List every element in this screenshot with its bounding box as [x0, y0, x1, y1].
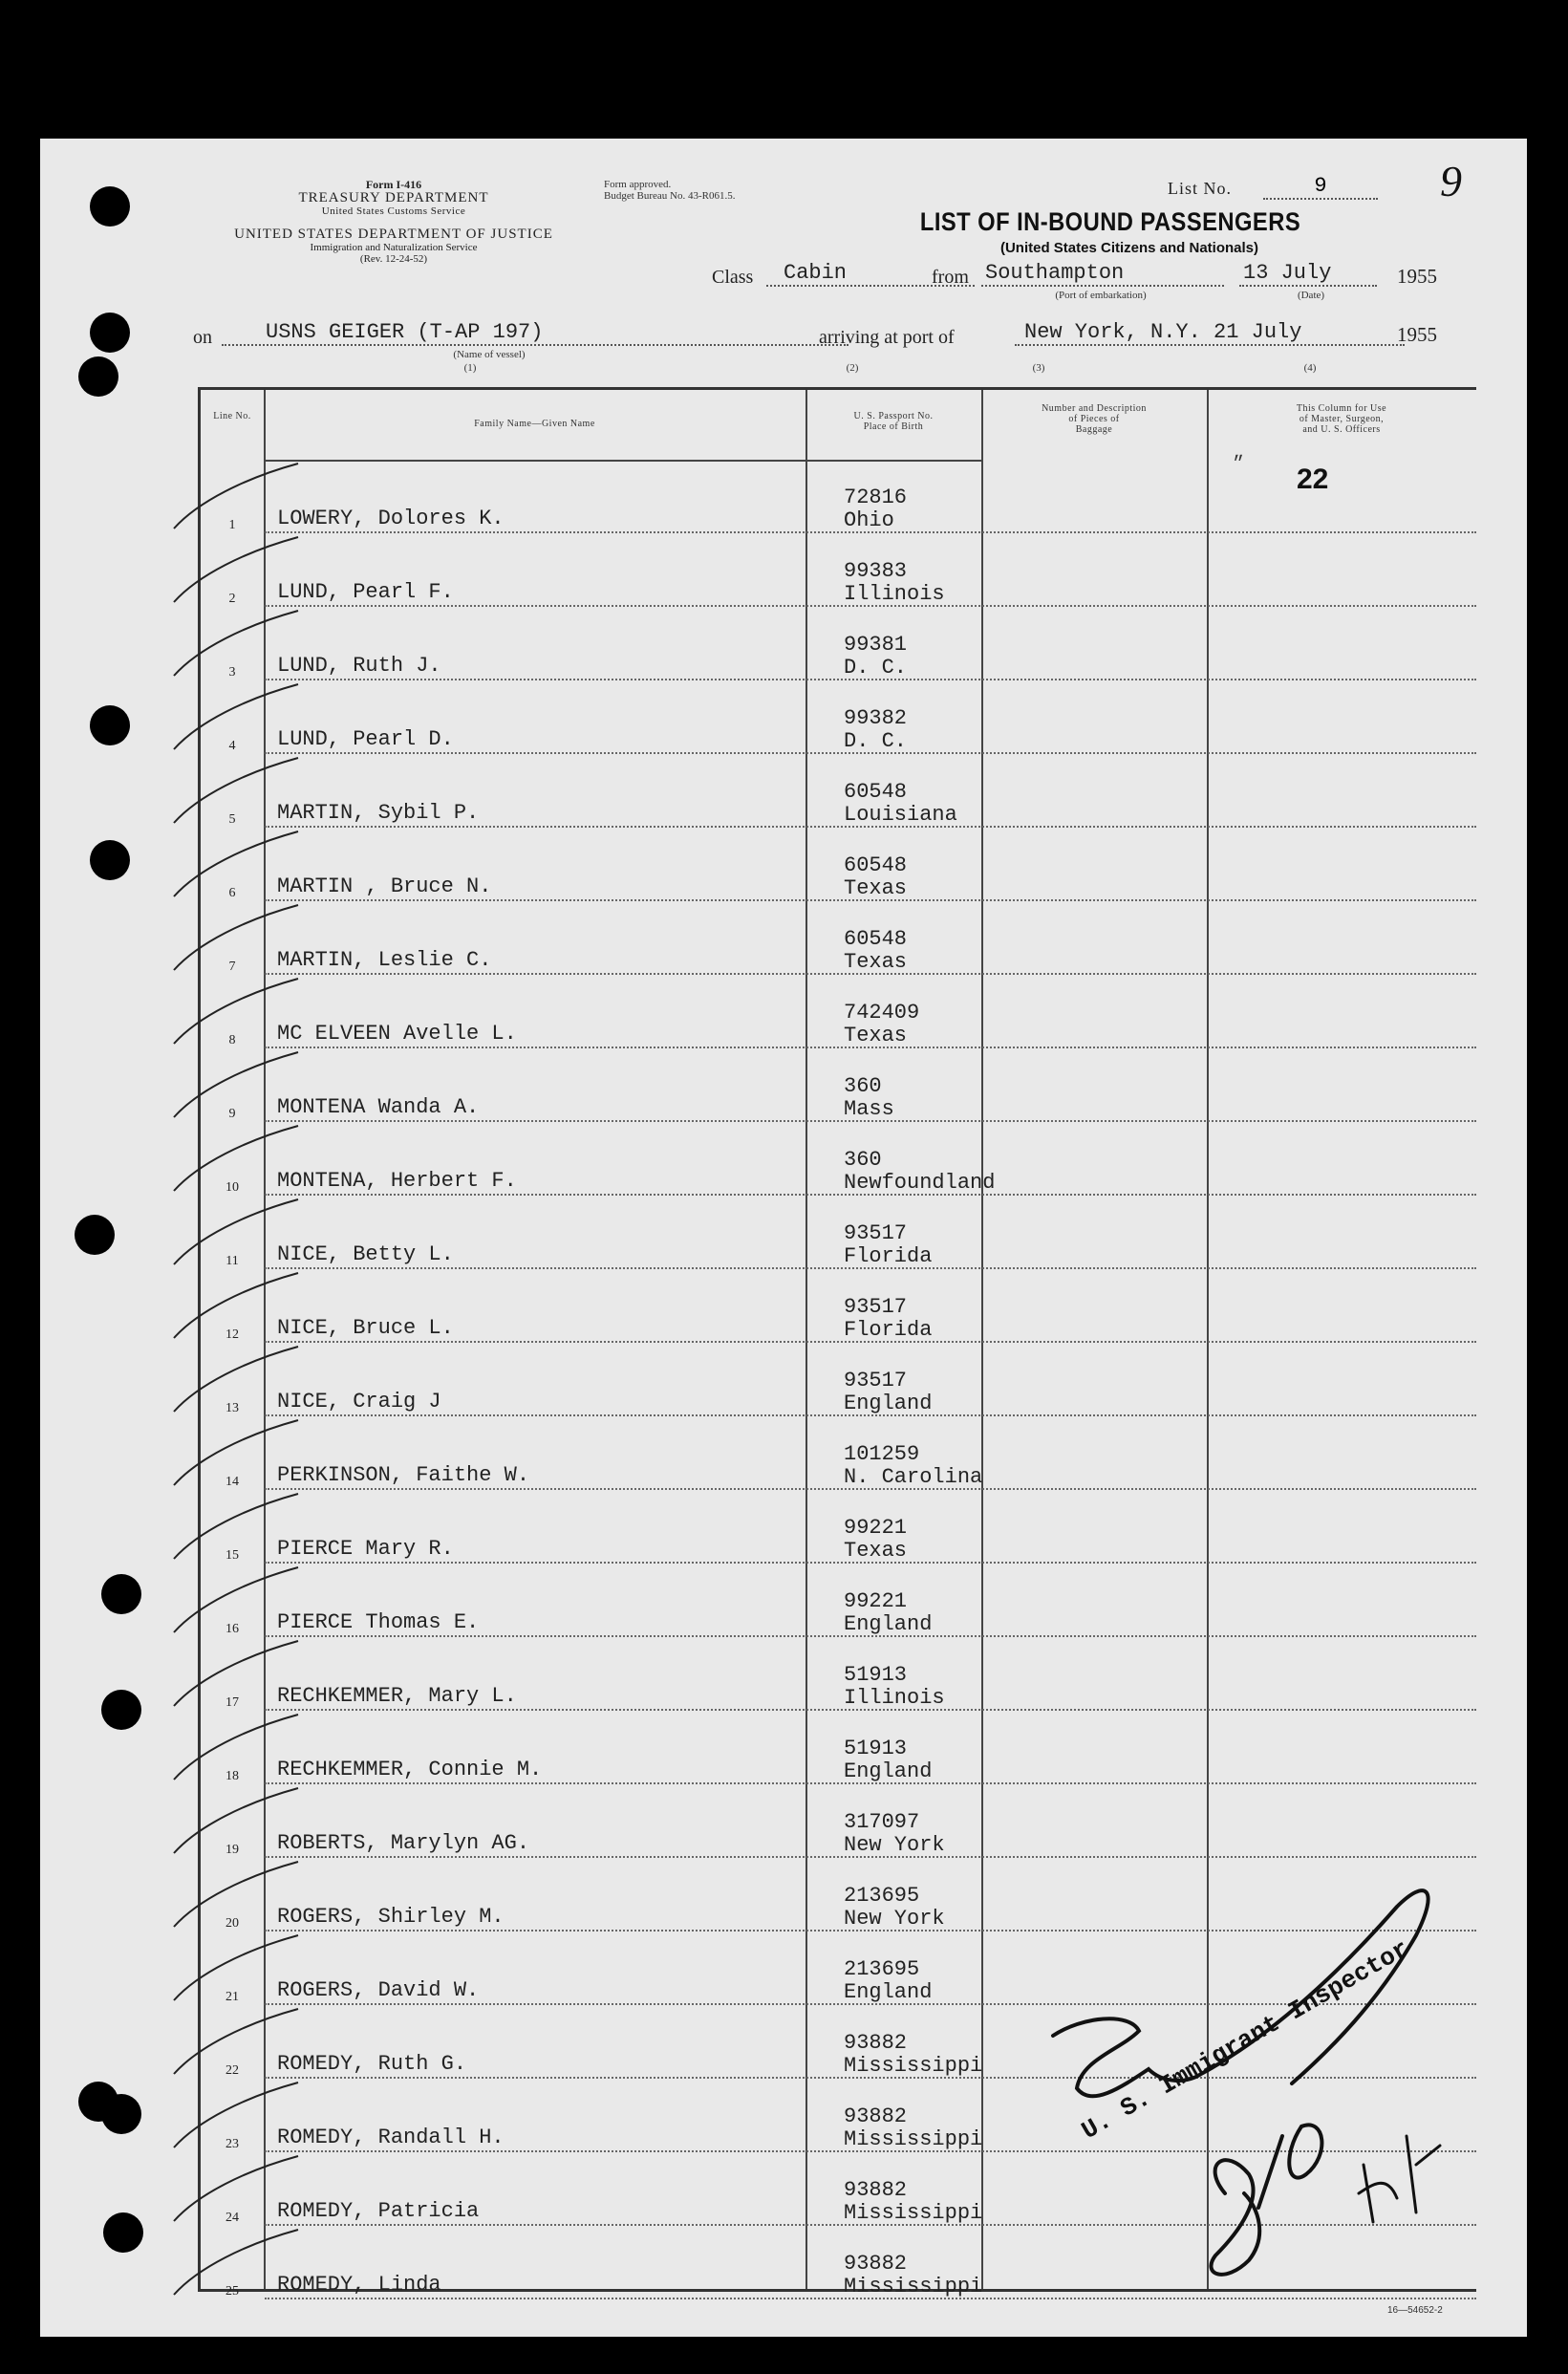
form-approval	[604, 179, 824, 202]
treasury-dept: TREASURY DEPARTMENT	[298, 190, 489, 205]
manifest-page	[40, 139, 1527, 2337]
justice-dept: UNITED STATES DEPARTMENT OF JUSTICE	[234, 227, 553, 242]
passport-number: 317097	[844, 1810, 920, 1834]
col-header-passport	[805, 411, 981, 432]
table-row	[201, 1196, 1476, 1269]
arriving-label: arriving at port of	[819, 327, 955, 348]
table-row	[201, 1858, 1476, 1932]
passport-number: 72816	[844, 486, 908, 509]
port-embarkation-field: Southampton	[981, 261, 1224, 287]
on-label: on	[193, 327, 212, 348]
passport-number: 93882	[844, 2104, 908, 2128]
passport-number: 51913	[844, 1737, 908, 1760]
col-header-name-text: Family Name—Given Name	[474, 419, 595, 429]
line-number: 24	[226, 2211, 239, 2225]
line-number: 25	[226, 2284, 239, 2298]
form-agency-block	[179, 179, 609, 265]
table-row	[201, 607, 1476, 680]
table-row	[201, 1784, 1476, 1858]
place-of-birth: D. C.	[844, 729, 908, 753]
table-row	[201, 1564, 1476, 1637]
col-header-officers-line1: This Column for Use	[1296, 403, 1387, 414]
place-of-birth: D. C.	[844, 656, 908, 680]
ins-service: Immigration and Naturalization Service	[310, 242, 478, 253]
table-row	[201, 828, 1476, 901]
place-of-birth: Ohio	[844, 508, 894, 532]
passport-number: 213695	[844, 1957, 920, 1981]
footer-form-number: 16—54652-2	[1387, 2305, 1443, 2316]
table-row	[201, 2226, 1476, 2299]
passenger-name: RECHKEMMER, Mary L.	[277, 1684, 517, 1708]
place-of-birth: New York	[844, 1833, 945, 1857]
place-of-birth: Illinois	[844, 1686, 945, 1710]
table-row	[201, 680, 1476, 754]
passenger-name: NICE, Craig J	[277, 1390, 441, 1414]
column-caption-1: (1)	[463, 362, 477, 374]
passenger-name: NICE, Bruce L.	[277, 1316, 454, 1340]
passenger-name: ROMEDY, Ruth G.	[277, 2052, 467, 2076]
passenger-name: RECHKEMMER, Connie M.	[277, 1758, 543, 1781]
place-of-birth: New York	[844, 1907, 945, 1931]
passenger-name: PERKINSON, Faithe W.	[277, 1463, 530, 1487]
table-row	[201, 1932, 1476, 2005]
inspector-stamp: U. S. Immigrant Inspector	[1077, 1933, 1414, 2146]
list-no-handwritten: 9	[1440, 157, 1462, 205]
col-header-line-no-text: Line No.	[213, 411, 251, 421]
passport-number: 60548	[844, 780, 908, 804]
column-caption-4: (4)	[1303, 362, 1317, 374]
place-of-birth: Newfoundland	[844, 1171, 996, 1195]
passenger-name: MONTENA Wanda A.	[277, 1095, 480, 1119]
table-row	[201, 460, 1476, 533]
departure-date-field: 13 July	[1239, 261, 1377, 287]
place-of-birth: England	[844, 1759, 933, 1783]
passport-number: 360	[844, 1074, 882, 1098]
passenger-name: ROMEDY, Randall H.	[277, 2126, 505, 2149]
document-subtitle: (United States Citizens and Nationals)	[999, 240, 1259, 256]
col-header-baggage-line1: Number and Description	[1042, 403, 1147, 414]
departure-year: 1955	[1397, 265, 1437, 288]
line-number: 10	[226, 1180, 239, 1195]
table-row	[201, 2079, 1476, 2152]
binder-hole	[78, 356, 118, 397]
line-number: 15	[226, 1548, 239, 1563]
line-number: 17	[226, 1695, 239, 1710]
passenger-name: LUND, Pearl D.	[277, 727, 454, 751]
passenger-name: ROBERTS, Marylyn AG.	[277, 1831, 530, 1855]
list-no-label: List No.	[1168, 179, 1233, 198]
place-of-birth: Texas	[844, 1539, 908, 1563]
passenger-name: MARTIN, Leslie C.	[277, 948, 492, 972]
officer-count-note: 22	[1297, 464, 1329, 495]
passport-number: 99381	[844, 633, 908, 657]
table-row	[201, 754, 1476, 828]
table-row	[201, 901, 1476, 975]
line-number: 13	[226, 1401, 239, 1415]
passenger-name: ROGERS, David W.	[277, 1978, 480, 2002]
line-number: 6	[228, 886, 236, 900]
line-number: 8	[228, 1033, 236, 1047]
col-header-officers-line2: of Master, Surgeon,	[1299, 414, 1385, 424]
line-number: 19	[226, 1843, 239, 1857]
passenger-name: ROMEDY, Patricia	[277, 2199, 480, 2223]
line-number: 23	[226, 2137, 239, 2151]
table-row	[201, 1343, 1476, 1416]
place-of-birth: Illinois	[844, 582, 945, 606]
col-header-officers-line3: and U. S. Officers	[1302, 424, 1381, 435]
binder-hole	[90, 186, 130, 227]
passport-number: 99221	[844, 1589, 908, 1613]
line-number: 9	[228, 1107, 236, 1121]
list-no-value: 9	[1263, 174, 1378, 200]
line-number: 5	[228, 812, 236, 827]
passport-number: 93517	[844, 1369, 908, 1392]
line-number: 18	[226, 1769, 239, 1783]
line-number: 20	[226, 1916, 239, 1931]
passport-number: 93882	[844, 2252, 908, 2276]
place-of-birth: Florida	[844, 1318, 933, 1342]
col-header-baggage-line3: Baggage	[1075, 424, 1113, 435]
place-of-birth: England	[844, 1612, 933, 1636]
col-header-passport-line1: U. S. Passport No.	[853, 411, 934, 421]
passenger-name: MARTIN , Bruce N.	[277, 874, 492, 898]
passenger-name: LUND, Ruth J.	[277, 654, 441, 678]
approval-line-2: Budget Bureau No. 43-R061.5.	[604, 190, 736, 202]
passenger-name: NICE, Betty L.	[277, 1242, 454, 1266]
passport-number: 99383	[844, 559, 908, 583]
column-caption-2: (2)	[846, 362, 859, 374]
table-row	[201, 975, 1476, 1048]
table-row	[201, 1490, 1476, 1564]
place-of-birth: Mississippi	[844, 2054, 983, 2078]
table-row	[201, 1637, 1476, 1711]
column-caption-3: (3)	[1032, 362, 1045, 374]
place-of-birth: Texas	[844, 950, 908, 974]
passenger-name: ROMEDY, Linda	[277, 2273, 441, 2297]
line-number: 22	[226, 2063, 239, 2078]
passenger-name: MC ELVEEN Avelle L.	[277, 1022, 517, 1046]
line-number: 14	[226, 1475, 239, 1489]
place-of-birth: Mississippi	[844, 2275, 983, 2298]
place-of-birth: N. Carolina	[844, 1465, 983, 1489]
line-number: 3	[228, 665, 236, 680]
passenger-name: MARTIN, Sybil P.	[277, 801, 480, 825]
place-of-birth: England	[844, 1980, 933, 2004]
col-header-baggage	[981, 403, 1207, 435]
table-row	[201, 1269, 1476, 1343]
col-header-passport-line2: Place of Birth	[863, 421, 924, 432]
col-header-name	[264, 419, 805, 429]
customs-service: United States Customs Service	[321, 205, 466, 217]
line-number: 11	[226, 1254, 239, 1268]
place-of-birth: Texas	[844, 876, 908, 900]
table-row	[201, 1711, 1476, 1784]
line-number: 4	[228, 739, 236, 753]
binder-hole	[101, 1574, 141, 1614]
passenger-name: LUND, Pearl F.	[277, 580, 454, 604]
passport-number: 99382	[844, 706, 908, 730]
place-of-birth: Mississippi	[844, 2127, 983, 2151]
vessel-caption: (Name of vessel)	[453, 349, 526, 360]
col-header-line-no	[201, 411, 264, 421]
from-label: from	[932, 267, 969, 288]
line-number: 16	[226, 1622, 239, 1636]
binder-hole	[75, 1215, 115, 1255]
passenger-name: MONTENA, Herbert F.	[277, 1169, 517, 1193]
binder-hole	[90, 705, 130, 745]
line-number: 1	[228, 518, 236, 532]
binder-hole	[101, 2094, 141, 2134]
class-label: Class	[712, 267, 754, 288]
passport-number: 360	[844, 1148, 882, 1172]
line-number: 12	[226, 1327, 239, 1342]
line-number: 21	[226, 1990, 239, 2004]
place-of-birth: Texas	[844, 1024, 908, 1047]
col-header-baggage-line2: of Pieces of	[1068, 414, 1120, 424]
officer-tick-marks: ״	[1233, 454, 1245, 475]
line-number: 7	[228, 960, 236, 974]
passport-number: 213695	[844, 1884, 920, 1908]
passport-number: 93517	[844, 1221, 908, 1245]
passport-number: 93882	[844, 2031, 908, 2055]
place-of-birth: Mass	[844, 1097, 894, 1121]
arrival-port-field: New York, N.Y. 21 July	[1015, 320, 1405, 346]
place-of-birth: Louisiana	[844, 803, 957, 827]
table-row	[201, 2152, 1476, 2226]
passport-number: 101259	[844, 1442, 920, 1466]
date-caption: (Date)	[1297, 290, 1325, 301]
table-row	[201, 1122, 1476, 1196]
row-rule	[265, 2298, 1476, 2299]
passport-number: 99221	[844, 1516, 908, 1540]
place-of-birth: Mississippi	[844, 2201, 983, 2225]
vessel-field: USNS GEIGER (T-AP 197)	[222, 320, 848, 346]
binder-hole	[101, 1690, 141, 1730]
table-row	[201, 1416, 1476, 1490]
binder-hole	[103, 2212, 143, 2253]
passport-number: 742409	[844, 1001, 920, 1025]
form-number: Form I-416	[365, 178, 422, 191]
place-of-birth: England	[844, 1392, 933, 1415]
table-row	[201, 1048, 1476, 1122]
passport-number: 93517	[844, 1295, 908, 1319]
passport-number: 60548	[844, 927, 908, 951]
binder-hole	[90, 313, 130, 353]
approval-line-1: Form approved.	[604, 179, 672, 190]
passenger-name: PIERCE Mary R.	[277, 1537, 454, 1561]
class-field: Cabin	[766, 261, 975, 287]
arrival-year: 1955	[1397, 323, 1437, 346]
line-number: 2	[228, 592, 236, 606]
port-embarkation-caption: (Port of embarkation)	[1055, 290, 1147, 301]
col-header-officers	[1207, 403, 1476, 435]
passenger-name: PIERCE Thomas E.	[277, 1610, 480, 1634]
passport-number: 93882	[844, 2178, 908, 2202]
passenger-name: ROGERS, Shirley M.	[277, 1905, 505, 1929]
passport-number: 60548	[844, 853, 908, 877]
binder-hole	[90, 840, 130, 880]
passenger-name: LOWERY, Dolores K.	[277, 507, 505, 530]
document-title: LIST OF IN-BOUND PASSENGERS	[919, 207, 1301, 236]
form-revision: (Rev. 12-24-52)	[359, 253, 428, 265]
passport-number: 51913	[844, 1663, 908, 1687]
table-row	[201, 533, 1476, 607]
place-of-birth: Florida	[844, 1244, 933, 1268]
